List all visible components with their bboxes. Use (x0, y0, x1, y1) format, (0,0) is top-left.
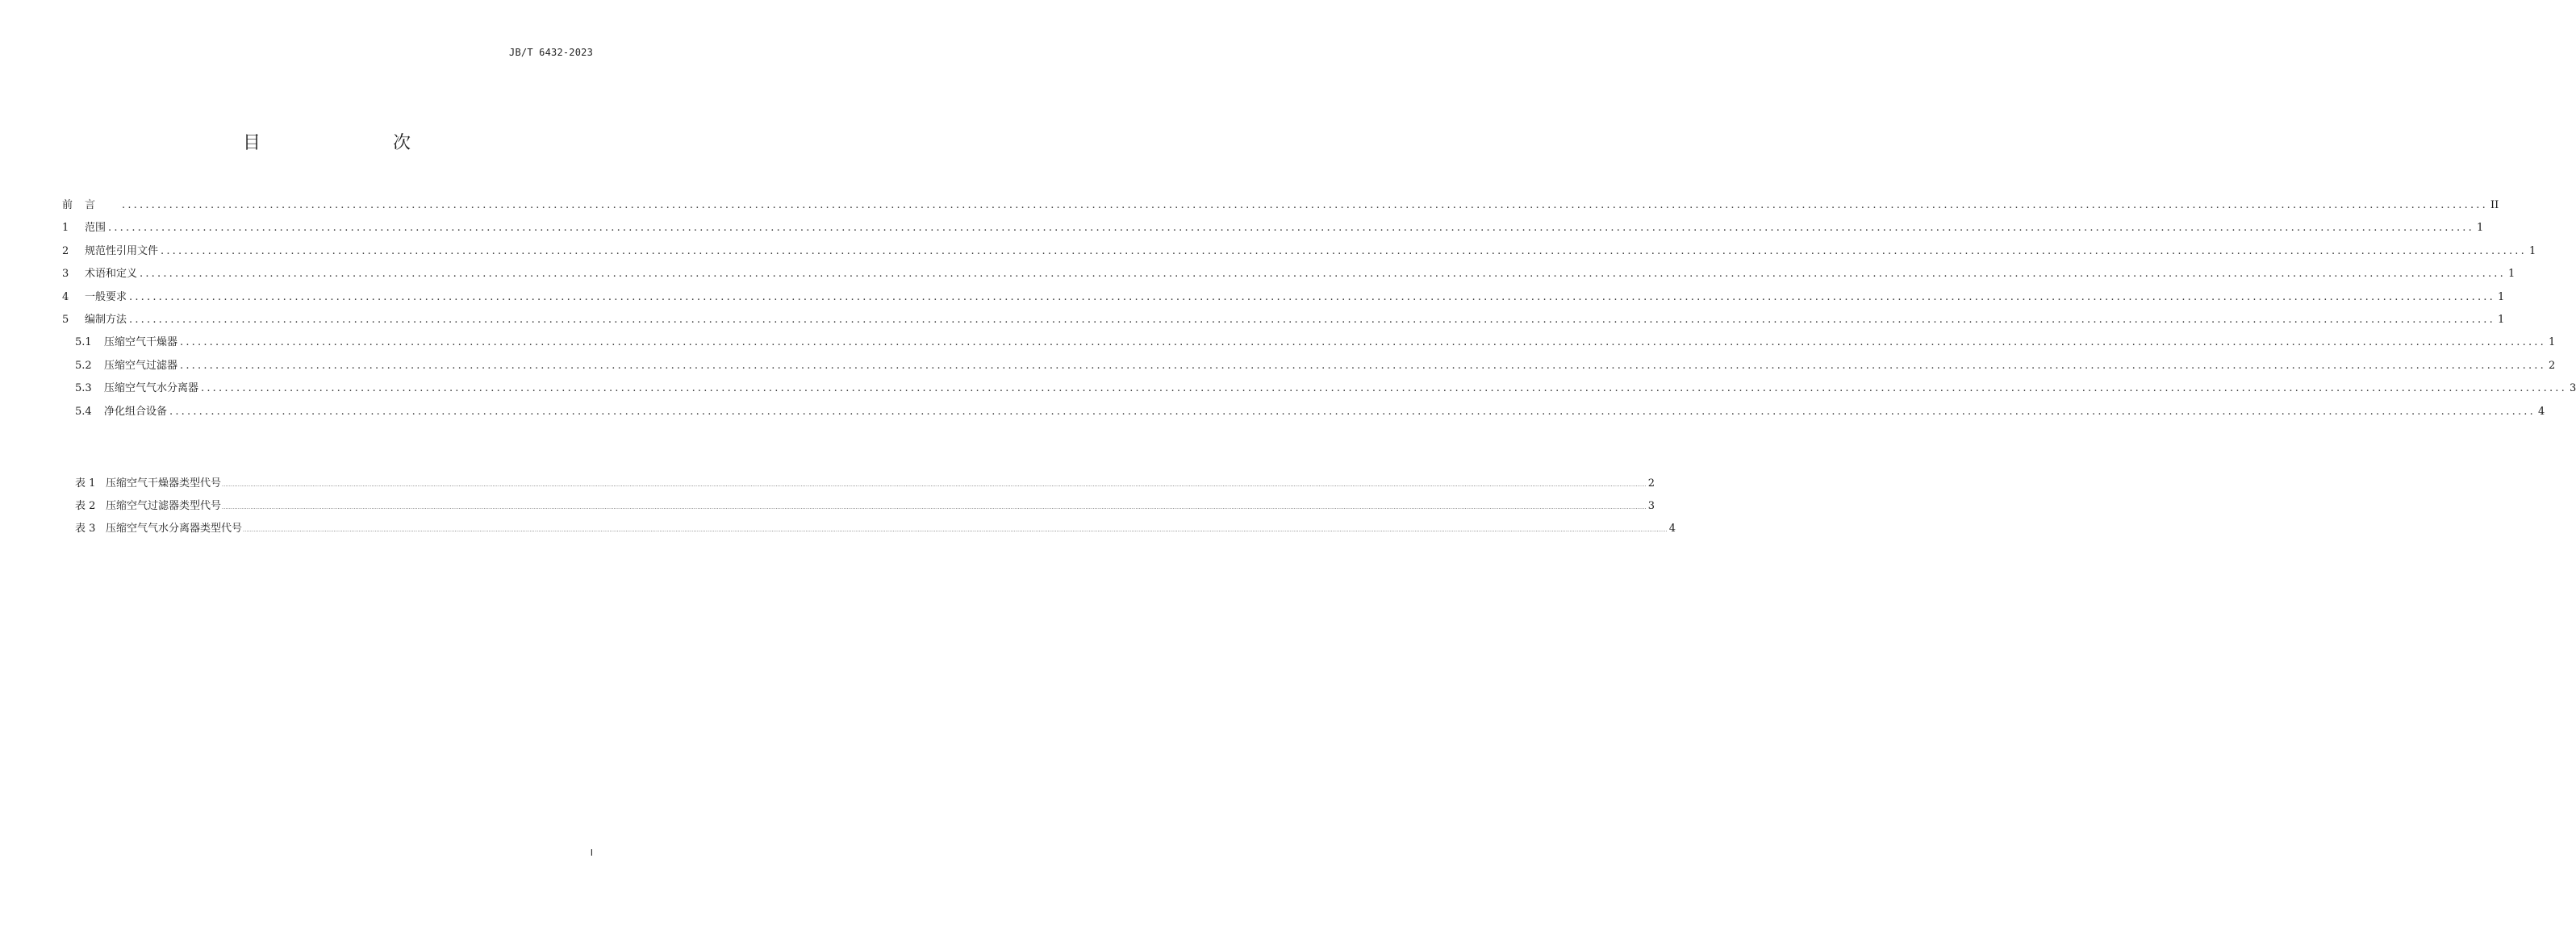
page-number: I (590, 848, 593, 858)
toc-entry-page: 1 (2528, 244, 2536, 257)
toc-entry-page: 1 (2507, 268, 2515, 281)
toc-entry-number: 5.3 (75, 382, 92, 395)
page-title: 目 次 (242, 133, 443, 153)
toc-entry-page: 1 (2476, 222, 2484, 235)
table-list-entry[interactable] (75, 497, 1655, 519)
toc-entry[interactable] (62, 288, 2505, 310)
toc-entry-title: 一般要求 (85, 290, 127, 303)
toc-entry-page: II (2490, 199, 2499, 211)
table-list-entry[interactable] (75, 519, 1676, 542)
table-list-entry[interactable] (75, 474, 1655, 497)
dot-leader: ................................................................................................................................................................................................................................................................................................................................................................................................................ (122, 199, 2488, 211)
toc-entry-page: 4 (2537, 405, 2545, 418)
toc-entry[interactable] (62, 333, 2556, 356)
toc-entry[interactable] (62, 356, 2556, 379)
toc-entry-title: 范围 (85, 222, 106, 235)
toc-entry-page: 3 (2569, 382, 2576, 395)
toc-entry[interactable] (62, 402, 2545, 425)
toc-entry-number: 5.2 (75, 359, 92, 372)
toc-entry-number: 1 (62, 222, 69, 235)
dot-leader: ................................................................................................................................................................................................................................................................................................................................................................................................................ (140, 268, 2506, 281)
toc-entry[interactable] (62, 379, 2576, 402)
toc-entry-page: 2 (2548, 359, 2556, 372)
toc-entry-number: 前 (62, 199, 73, 211)
toc-entry-page: 1 (2497, 290, 2505, 303)
dot-leader: ................................................................................................................................................................................................................................................................................................................................................................................................................ (180, 359, 2546, 372)
table-list-number: 表 1 (75, 477, 96, 490)
table-list-page: 2 (1647, 477, 1655, 490)
toc-entry-title: 规范性引用文件 (85, 244, 159, 257)
dot-leader: ................................................................................................................................................................................................................................................................................................................................................................................................................ (161, 244, 2527, 257)
toc-entry-number: 2 (62, 244, 69, 257)
table-list-number: 表 3 (75, 523, 96, 535)
toc-entry-number: 4 (62, 290, 69, 303)
toc-entry-page: 1 (2497, 313, 2505, 326)
toc-entry-number: 5.4 (75, 405, 92, 418)
toc-entry-title: 净化组合设备 (104, 405, 168, 418)
toc-entry-title: 压缩空气气水分离器 (104, 382, 199, 395)
table-list-number: 表 2 (75, 500, 96, 512)
toc-entry[interactable] (62, 196, 2499, 219)
table-list-title: 压缩空气过滤器类型代号 (106, 500, 222, 512)
toc-entry-number: 5 (62, 313, 69, 326)
toc-entry[interactable] (62, 219, 2484, 241)
dot-leader: ................................................................................................................................................................................................................................................................................................................................................................................................................................................................................................................................................................................................................................................................................................................................................................................................................................ (222, 505, 1647, 510)
table-list-title: 压缩空气干燥器类型代号 (106, 477, 222, 490)
dot-leader: ................................................................................................................................................................................................................................................................................................................................................................................................................ (169, 405, 2536, 418)
dot-leader: ................................................................................................................................................................................................................................................................................................................................................................................................................ (180, 336, 2546, 349)
toc-entry-number: 5.1 (75, 336, 92, 349)
table-list-page: 3 (1647, 500, 1655, 512)
dot-leader: ................................................................................................................................................................................................................................................................................................................................................................................................................................................................................................................................................................................................................................................................................................................................................................................................................................ (222, 482, 1647, 488)
toc-entry[interactable] (62, 265, 2515, 287)
dot-leader: ................................................................................................................................................................................................................................................................................................................................................................................................................ (108, 222, 2474, 235)
dot-leader: ................................................................................................................................................................................................................................................................................................................................................................................................................ (129, 290, 2495, 303)
toc-entry-page: 1 (2548, 336, 2556, 349)
toc-entry[interactable] (62, 242, 2536, 265)
dot-leader: ................................................................................................................................................................................................................................................................................................................................................................................................................ (129, 313, 2495, 326)
toc-entry-title: 术语和定义 (85, 268, 138, 281)
dot-leader: ................................................................................................................................................................................................................................................................................................................................................................................................................................................................................................................................................................................................................................................................................................................................................................................................................................ (243, 527, 1668, 533)
table-of-contents (62, 196, 2576, 425)
dot-leader: ................................................................................................................................................................................................................................................................................................................................................................................................................ (201, 382, 2567, 395)
table-list-page: 4 (1668, 523, 1676, 535)
toc-entry-title: 压缩空气过滤器 (104, 359, 178, 372)
toc-entry-title: 压缩空气干燥器 (104, 336, 178, 349)
toc-entry-title: 言 (85, 199, 120, 211)
list-of-tables (75, 474, 1676, 542)
table-list-title: 压缩空气气水分离器类型代号 (106, 523, 243, 535)
toc-entry-number: 3 (62, 268, 69, 281)
toc-entry[interactable] (62, 310, 2505, 333)
toc-entry-title: 编制方法 (85, 313, 127, 326)
document-id: JB/T 6432-2023 (509, 47, 593, 58)
